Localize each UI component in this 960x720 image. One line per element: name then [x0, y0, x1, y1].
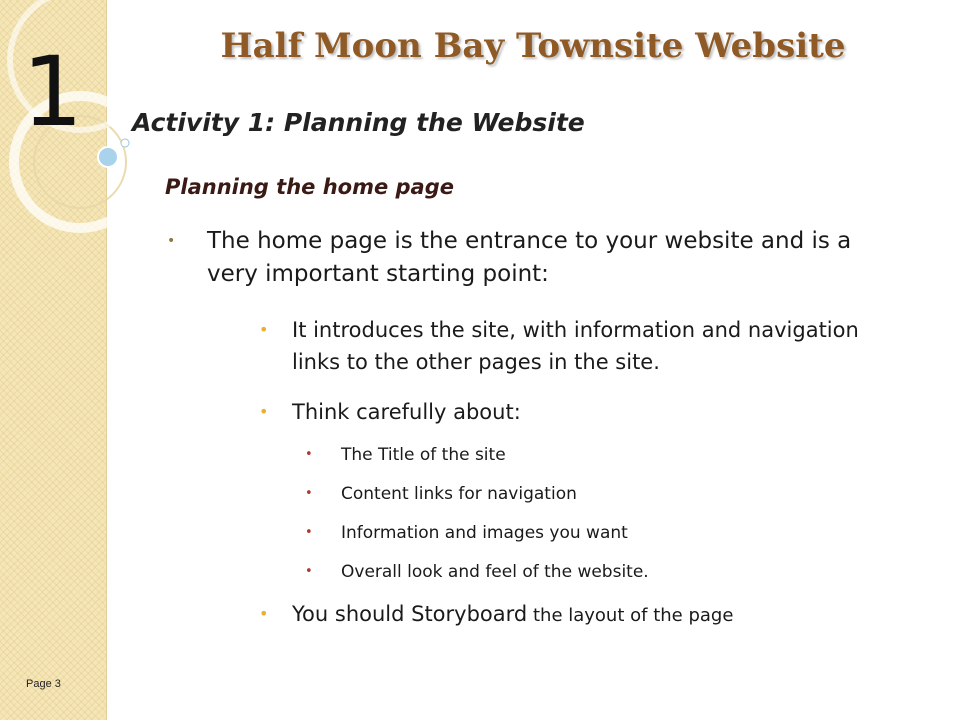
page-title: Half Moon Bay Townsite Website [220, 26, 846, 66]
list-item-text: Overall look and feel of the website. [341, 562, 649, 582]
bullet-dot-icon: • [259, 604, 269, 623]
slide-subtitle: Activity 1: Planning the Website [132, 108, 585, 137]
section-heading: Planning the home page [165, 175, 454, 199]
list-item-information-images [305, 521, 901, 545]
sub-bullet-introduces-site [259, 314, 912, 378]
sub-bullet-storyboard [259, 598, 912, 632]
bullet-home-page-entrance [167, 225, 907, 291]
bullet-text: The home page is the entrance to your website and is a very important starting point: [207, 228, 852, 287]
storyboard-tail-text: the layout of the page [527, 605, 734, 626]
bullet-dot-icon: • [305, 486, 313, 501]
list-item-content-links [305, 482, 901, 506]
bullet-text: It introduces the site, with information and navigation links to the other pages in the site. [292, 318, 859, 374]
bullet-dot-icon: • [259, 402, 269, 421]
sub-bullet-think-carefully [259, 396, 912, 428]
bullet-dot-icon: • [305, 525, 313, 540]
bullet-dot-icon: • [305, 447, 313, 462]
list-item-text: The Title of the site [341, 445, 506, 465]
bullet-dot-icon: • [167, 233, 176, 249]
list-item-text: Content links for navigation [341, 484, 577, 504]
bullet-dot-icon: • [305, 564, 313, 579]
slide-number: 1 [22, 36, 84, 148]
storyboard-lead-text: You should Storyboard [292, 602, 528, 626]
bullet-text: Think carefully about: [292, 400, 521, 424]
page-label: Page 3 [26, 678, 61, 690]
bullet-dot-icon: • [259, 320, 269, 339]
list-item-title-of-site [305, 443, 901, 467]
list-item-text: Information and images you want [341, 523, 628, 543]
list-item-look-and-feel [305, 560, 901, 584]
